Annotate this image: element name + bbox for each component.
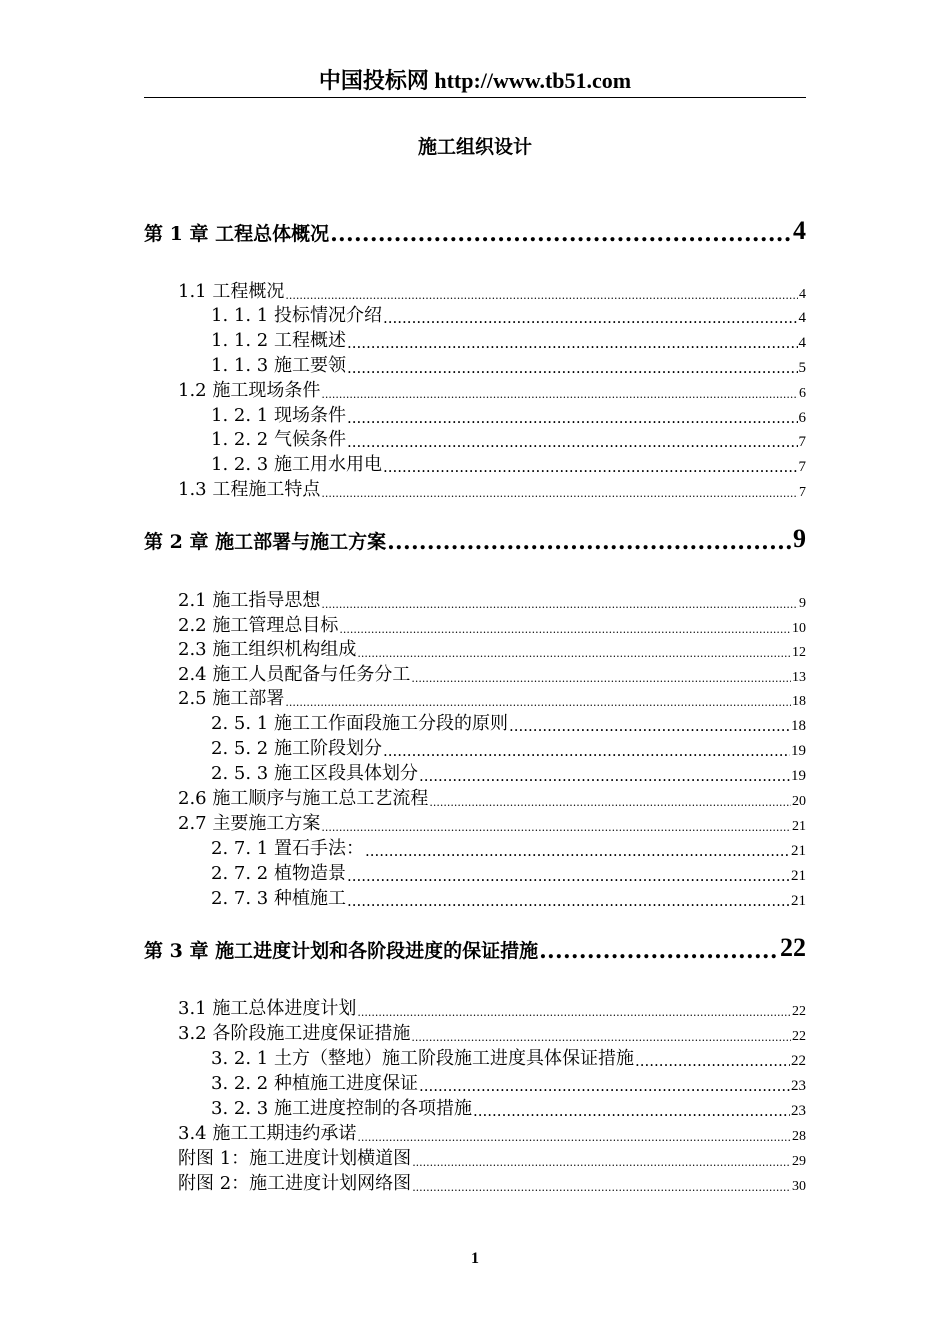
toc-entry-label: 3.1 施工总体进度计划: [178, 998, 357, 1019]
toc-leader-dots: [330, 222, 792, 246]
toc-subsection-entry[interactable]: [211, 736, 806, 760]
toc-leader-dots: [412, 1156, 791, 1170]
page-number: 1: [471, 1250, 479, 1267]
toc-leader-dots: [347, 867, 790, 885]
toc-entry-label: 2.7 主要施工方案: [178, 813, 321, 834]
toc-subsection-entry[interactable]: [211, 761, 806, 785]
toc-entry-label: 1. 1. 3 施工要领: [211, 355, 346, 376]
toc-entry-label: 2.2 施工管理总目标: [178, 615, 339, 636]
toc-entry-label: 附图 2：施工进度计划网络图: [178, 1173, 412, 1194]
toc-leader-dots: [473, 1102, 790, 1120]
toc-entry-page: 22: [792, 1029, 806, 1044]
toc-entry-page: 29: [792, 1154, 806, 1169]
toc-entry-page: 5: [798, 360, 806, 376]
toc-leader-dots: [365, 842, 790, 860]
toc-entry-page: 10: [792, 621, 806, 636]
toc-leader-dots: [357, 647, 791, 661]
toc-leader-dots: [383, 458, 798, 476]
toc-leader-dots: [347, 334, 798, 352]
toc-entry-page: 22: [791, 1053, 806, 1069]
toc-entry-label: 3. 2. 2 种植施工进度保证: [211, 1073, 418, 1094]
toc-leader-dots: [411, 1031, 791, 1045]
toc-section-entry[interactable]: [178, 613, 806, 637]
toc-entry-page: 4: [798, 310, 806, 326]
toc-entry-label: 1.2 施工现场条件: [178, 380, 321, 401]
toc-entry-label: 3. 2. 1 土方（整地）施工阶段施工进度具体保证措施: [211, 1048, 634, 1069]
page-header: 中国投标网 http://www.tb51.com: [318, 68, 632, 93]
toc-entry-page: 21: [791, 868, 806, 884]
toc-entry-page: 7: [798, 459, 806, 475]
toc-leader-dots: [509, 717, 790, 735]
toc-entry-label: 2.5 施工部署: [178, 688, 285, 709]
toc-leader-dots: [429, 796, 791, 810]
toc-entry-label: 1. 2. 3 施工用水用电: [211, 454, 382, 475]
toc-entry-page: 20: [792, 794, 806, 809]
toc-subsection-entry[interactable]: [211, 711, 806, 735]
toc-entry-page: 6: [798, 410, 806, 426]
toc-leader-dots: [419, 1077, 790, 1095]
toc-leader-dots: [321, 598, 798, 612]
toc-entry-page: 9: [793, 524, 806, 553]
toc-entry-label: 1. 1. 1 投标情况介绍: [211, 305, 382, 326]
toc-leader-dots: [347, 892, 790, 910]
toc-subsection-entry[interactable]: [211, 427, 806, 451]
toc-subsection-entry[interactable]: [211, 836, 806, 860]
toc-entry-page: 9: [799, 596, 806, 611]
toc-entry-label: 3.4 施工工期违约承诺: [178, 1123, 357, 1144]
toc-entry-page: 21: [792, 819, 806, 834]
toc-entry-label: 2. 7. 3 种植施工: [211, 888, 346, 909]
toc-section-entry[interactable]: [178, 686, 806, 710]
toc-section-entry[interactable]: [178, 1146, 806, 1170]
toc-leader-dots: [539, 939, 779, 963]
toc-section-entry[interactable]: [178, 996, 806, 1020]
toc-entry-page: 18: [791, 718, 806, 734]
toc-chapter-entry[interactable]: [144, 929, 806, 963]
toc-subsection-entry[interactable]: [211, 403, 806, 427]
toc-entry-page: 7: [798, 434, 806, 450]
toc-entry-label: 2.3 施工组织机构组成: [178, 639, 357, 660]
toc-subsection-entry[interactable]: [211, 328, 806, 352]
toc-entry-page: 28: [792, 1129, 806, 1144]
toc-subsection-entry[interactable]: [211, 1096, 806, 1120]
toc-leader-dots: [635, 1052, 790, 1070]
toc-entry-label: 1.3 工程施工特点: [178, 479, 321, 500]
toc-leader-dots: [412, 1181, 791, 1195]
toc-entry-label: 2. 5. 1 施工工作面段施工分段的原则: [211, 713, 508, 734]
toc-entry-page: 19: [791, 743, 806, 759]
toc-leader-dots: [321, 821, 791, 835]
toc-leader-dots: [411, 672, 791, 686]
toc-subsection-entry[interactable]: [211, 452, 806, 476]
toc-entry-label: 2.6 施工顺序与施工总工艺流程: [178, 788, 429, 809]
toc-subsection-entry[interactable]: [211, 886, 806, 910]
toc-entry-page: 4: [793, 216, 806, 245]
toc-entry-label: 第 1 章 工程总体概况: [144, 223, 330, 245]
toc-subsection-entry[interactable]: [211, 1071, 806, 1095]
toc-leader-dots: [285, 696, 791, 710]
toc-entry-label: 1. 2. 2 气候条件: [211, 429, 346, 450]
toc-entry-page: 22: [792, 1004, 806, 1019]
toc-entry-label: 2.4 施工人员配备与任务分工: [178, 664, 411, 685]
document-title: 施工组织设计: [417, 136, 532, 158]
toc-chapter-entry[interactable]: [144, 212, 806, 246]
toc-leader-dots: [347, 433, 798, 451]
toc-leader-dots: [321, 487, 798, 501]
toc-entry-label: 2. 7. 2 植物造景: [211, 863, 346, 884]
toc-entry-label: 2.1 施工指导思想: [178, 590, 321, 611]
toc-section-entry[interactable]: [178, 811, 806, 835]
toc-entry-page: 19: [791, 768, 806, 784]
toc-entry-page: 12: [792, 645, 806, 660]
toc-subsection-entry[interactable]: [211, 1046, 806, 1070]
toc-entry-page: 13: [792, 670, 806, 685]
toc-entry-page: 30: [792, 1179, 806, 1194]
toc-entry-label: 2. 5. 2 施工阶段划分: [211, 738, 382, 759]
toc-leader-dots: [339, 623, 791, 637]
toc-entry-page: 21: [791, 893, 806, 909]
toc-leader-dots: [357, 1131, 791, 1145]
toc-entry-label: 1.1 工程概况: [178, 281, 285, 302]
toc-section-entry[interactable]: [178, 378, 806, 402]
toc-entry-page: 23: [791, 1078, 806, 1094]
toc-entry-label: 第 3 章 施工进度计划和各阶段进度的保证措施: [144, 940, 539, 962]
toc-entry-label: 3. 2. 3 施工进度控制的各项措施: [211, 1098, 472, 1119]
toc-entry-page: 6: [799, 386, 806, 401]
toc-entry-label: 2. 5. 3 施工区段具体划分: [211, 763, 418, 784]
toc-entry-page: 22: [780, 933, 806, 962]
toc-subsection-entry[interactable]: [211, 353, 806, 377]
toc-section-entry[interactable]: [178, 786, 806, 810]
toc-section-entry[interactable]: [178, 588, 806, 612]
toc-entry-page: 23: [791, 1103, 806, 1119]
toc-section-entry[interactable]: [178, 279, 806, 303]
toc-entry-label: 3.2 各阶段施工进度保证措施: [178, 1023, 411, 1044]
toc-leader-dots: [387, 530, 792, 554]
toc-section-entry[interactable]: [178, 1121, 806, 1145]
toc-subsection-entry[interactable]: [211, 303, 806, 327]
toc-entry-page: 4: [799, 287, 806, 302]
toc-section-entry[interactable]: [178, 1021, 806, 1045]
toc-entry-page: 21: [791, 843, 806, 859]
toc-leader-dots: [321, 388, 798, 402]
toc-leader-dots: [347, 409, 798, 427]
toc-section-entry[interactable]: [178, 637, 806, 661]
toc-leader-dots: [347, 359, 798, 377]
toc-leader-dots: [419, 767, 790, 785]
toc-section-entry[interactable]: [178, 1171, 806, 1195]
toc-entry-page: 7: [799, 485, 806, 500]
toc-leader-dots: [357, 1006, 791, 1020]
toc-leader-dots: [383, 742, 790, 760]
toc-subsection-entry[interactable]: [211, 861, 806, 885]
toc-entry-page: 18: [792, 694, 806, 709]
toc-entry-page: 4: [798, 335, 806, 351]
toc-entry-label: 2. 7. 1 置石手法：: [211, 838, 364, 859]
toc-section-entry[interactable]: [178, 477, 806, 501]
toc-leader-dots: [383, 309, 798, 327]
toc-entry-label: 附图 1：施工进度计划横道图: [178, 1148, 412, 1169]
toc-entry-label: 第 2 章 施工部署与施工方案: [144, 531, 387, 553]
toc-chapter-entry[interactable]: [144, 520, 806, 554]
toc-section-entry[interactable]: [178, 662, 806, 686]
toc-entry-label: 1. 2. 1 现场条件: [211, 405, 346, 426]
toc-entry-label: 1. 1. 2 工程概述: [211, 330, 346, 351]
